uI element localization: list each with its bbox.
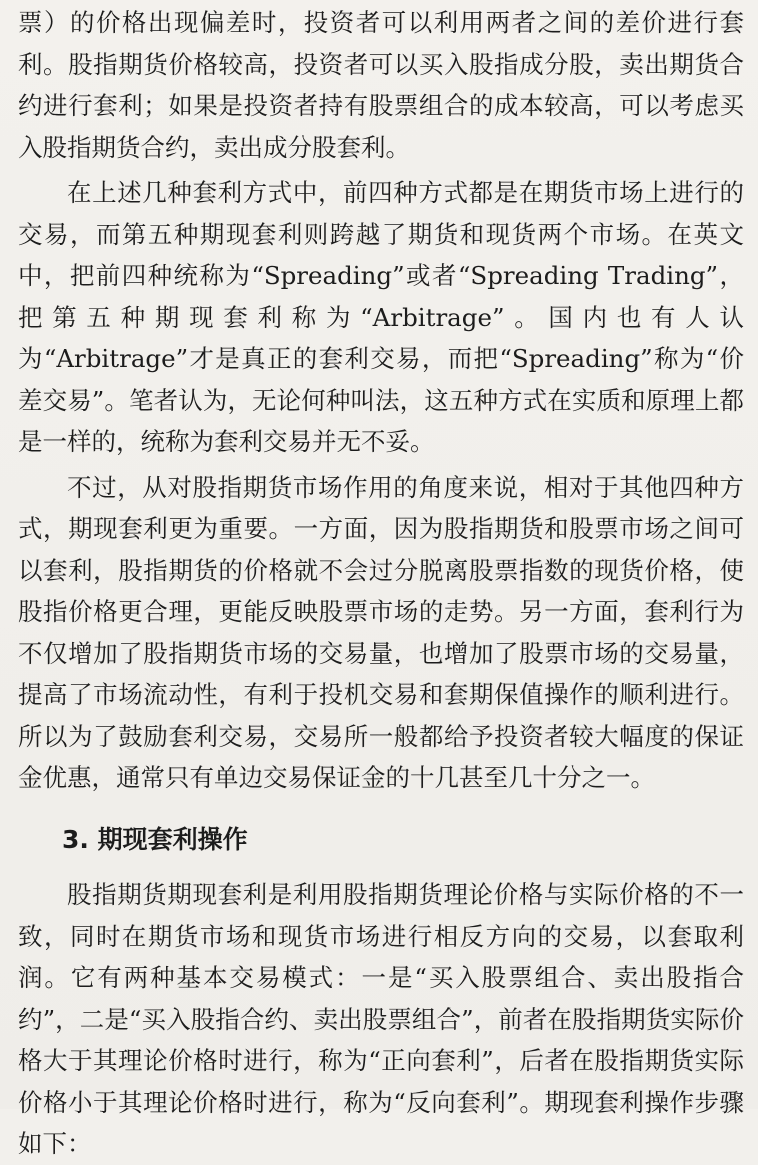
- paragraph-1: 票）的价格出现偏差时，投资者可以利用两者之间的差价进行套利。股指期货价格较高，投资者可以买入股指成分股，卖出期货合约进行套利；如果是投资者持有股票组合的成本较高，可以考虑买入股指期货合约，卖出成分股套利。: [18, 8, 744, 162]
- paragraph-4: 股指期货期现套利是利用股指期货理论价格与实际价格的不一致，同时在期货市场和现货市场进行相反方向的交易，以套取利润。它有两种基本交易模式：一是“买入股票组合、卖出股指合约”，二是“买入股指合约、卖出股票组合”，前者在股指期货实际价格大于其理论价格时进行，称为“正向套利”，后者在股指期货实际价格小于其理论价格时进行，称为“反向套利”。期现套利操作步骤如下：: [18, 880, 744, 1158]
- paragraph-3: 不过，从对股指期货市场作用的角度来说，相对于其他四种方式，期现套利更为重要。一方面，因为股指期货和股票市场之间可以套利，股指期货的价格就不会过分脱离股票指数的现货价格，使股指价格更合理，更能反映股票市场的走势。另一方面，套利行为不仅增加了股指期货市场的交易量，也增加了股票市场的交易量，提高了市场流动性，有利于投机交易和套期保值操作的顺利进行。所以为了鼓励套利交易，交易所一般都给予投资者较大幅度的保证金优惠，通常只有单边交易保证金的十几甚至几十分之一。: [18, 472, 744, 792]
- section-heading: 3. 期现套利操作: [62, 824, 248, 854]
- paragraph-2: 在上述几种套利方式中，前四种方式都是在期货市场上进行的交易，而第五种期现套利则跨越了期货和现货两个市场。在英文中，把前四种统称为“Spreading”或者“Spreading Trading”，把第五种期现套利称为“Arbitrage”。国内也有人认为“Arbitrage”才是真正的套利交易，而把“Spreading”称为“价差交易”。笔者认为，无论何种叫法，这五种方式在实质和原理上都是一样的，统称为套利交易并无不妥。: [18, 178, 744, 456]
